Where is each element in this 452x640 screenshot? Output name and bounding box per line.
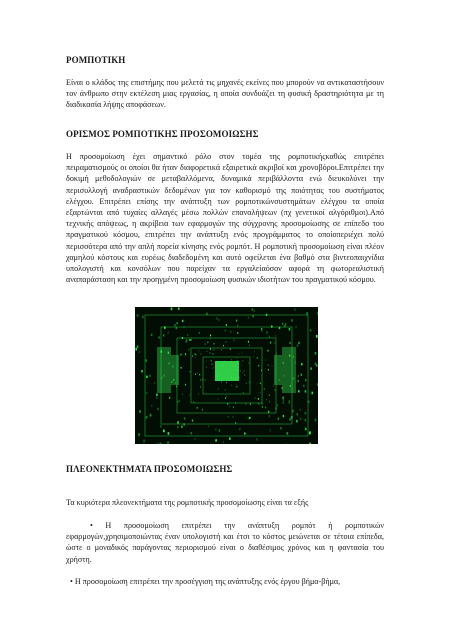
paragraph: Τα κυριότερα πλεονεκτήματα της ρομποτικής προσομοίωσης είναι τα εξής [66, 498, 309, 507]
paragraph: Η προσομοίωση έχει σημαντικό ρόλο στον τομέα της ρομποτικήςκαθώς επιτρέπει πειραματισμούς οι οποίοι θα ήταν διαφορετικά εξαιρετικά ακριβοί και χρονοβόροι.Επιτρέπει την δοκιμή μεθοδολογιών σε μεταβαλλόμενα, δυναμικά περιβάλλοντα ενώ διευκολύνει την περισυλλογή αναδραστικών δεδομένων για τον καθορισμό της ποιότητας του συστήματος ελέγχου. Επιτρέπει επίσης την ανάπτυξη των ρομποτικώνσυστημάτων ελέγχου τα οποία εξαρτώνται από τυχαίες αλλαγές μέσω πολλών επαναλήψεων (πχ γενετικοί αλγόριθμοι).Από τεχνικής απόψεως, η ακρίβεια των εφαρμογών της σύγχρονης προσομοίωσης σε επίπεδο του πραγματικού κόσμου, επιτρέπει την ανάπτυξη ενός προγράμματος το οποίοπεριέχει πολύ περισσότερα από την απλή πορεία κίνησης ενός ρομπότ. Η ρομποτική προσομοίωση είναι πλέον χαμηλού κόστους και ευρέως διαδεδομένη και αυτό οφείλεται ένα βαθμό στα βιντεοπαιχνίδια υπολογιστή και κονσόλων που παρείχαν τα εργαλείαόσον αφορά τη φωτορεαλιστική αναπαράσταση και την προηγμένη προσομοίωση φυσικών ιδιοτήτων του πραγματικού κόσμου. [66, 152, 384, 285]
section-title: ΟΡΙΣΜΟΣ ΡΟΜΠΟΤΙΚΗΣ ΠΡΟΣΟΜΟΙΩΣΗΣ [66, 129, 259, 139]
section-definition-body [66, 151, 384, 285]
paragraph: Είναι ο κλάδος της επιστήμης που μελετά τις μηχανές εκείνες που μπορούν να αντικαταστήσουν τον άνθρωπο στην εκτέλεση μιας εργασίας, η οποία συνδυάζει τη φυσική δραστηριότητα με τη διαδικασία λήψης αποφάσεων. [66, 78, 384, 110]
bullet-list-2 [70, 576, 388, 587]
section-title: ΠΛΕΟΝΕΚΤΗΜΑΤΑ ΠΡΟΣΟΜΟΙΩΣΗΣ [66, 464, 233, 474]
section-advantages [66, 464, 384, 475]
bullet-list [66, 520, 384, 565]
section-definition [66, 129, 384, 140]
list-item: • Η προσομοίωση επιτρέπει την ανάπτυξη ρομπότ ή ρομποτικών εφαρμογών,χρησιμοποιώντας έναν υπολογιστή και έτσι το κόστος μειώνεται σε τέτοια επίπεδα, ώστε ο μοναδικός παράγοντας περιορισμού είναι ο διαθέσιμος χρόνος και η φαντασία του χρήστη. [66, 521, 384, 564]
section-robotics [66, 55, 384, 66]
section-robotics-body [66, 77, 384, 111]
matrix-corridor-graphic [135, 307, 318, 444]
list-item: • Η προσομοίωση επιτρέπει την προσέγγιση της ανάπτυξης ενός έργου βήμα-βήμα, [70, 577, 341, 586]
section-title: ΡΟΜΠΟΤΙΚΗ [66, 55, 126, 65]
section-advantages-intro [66, 497, 384, 508]
matrix-corridor-image [135, 307, 318, 444]
